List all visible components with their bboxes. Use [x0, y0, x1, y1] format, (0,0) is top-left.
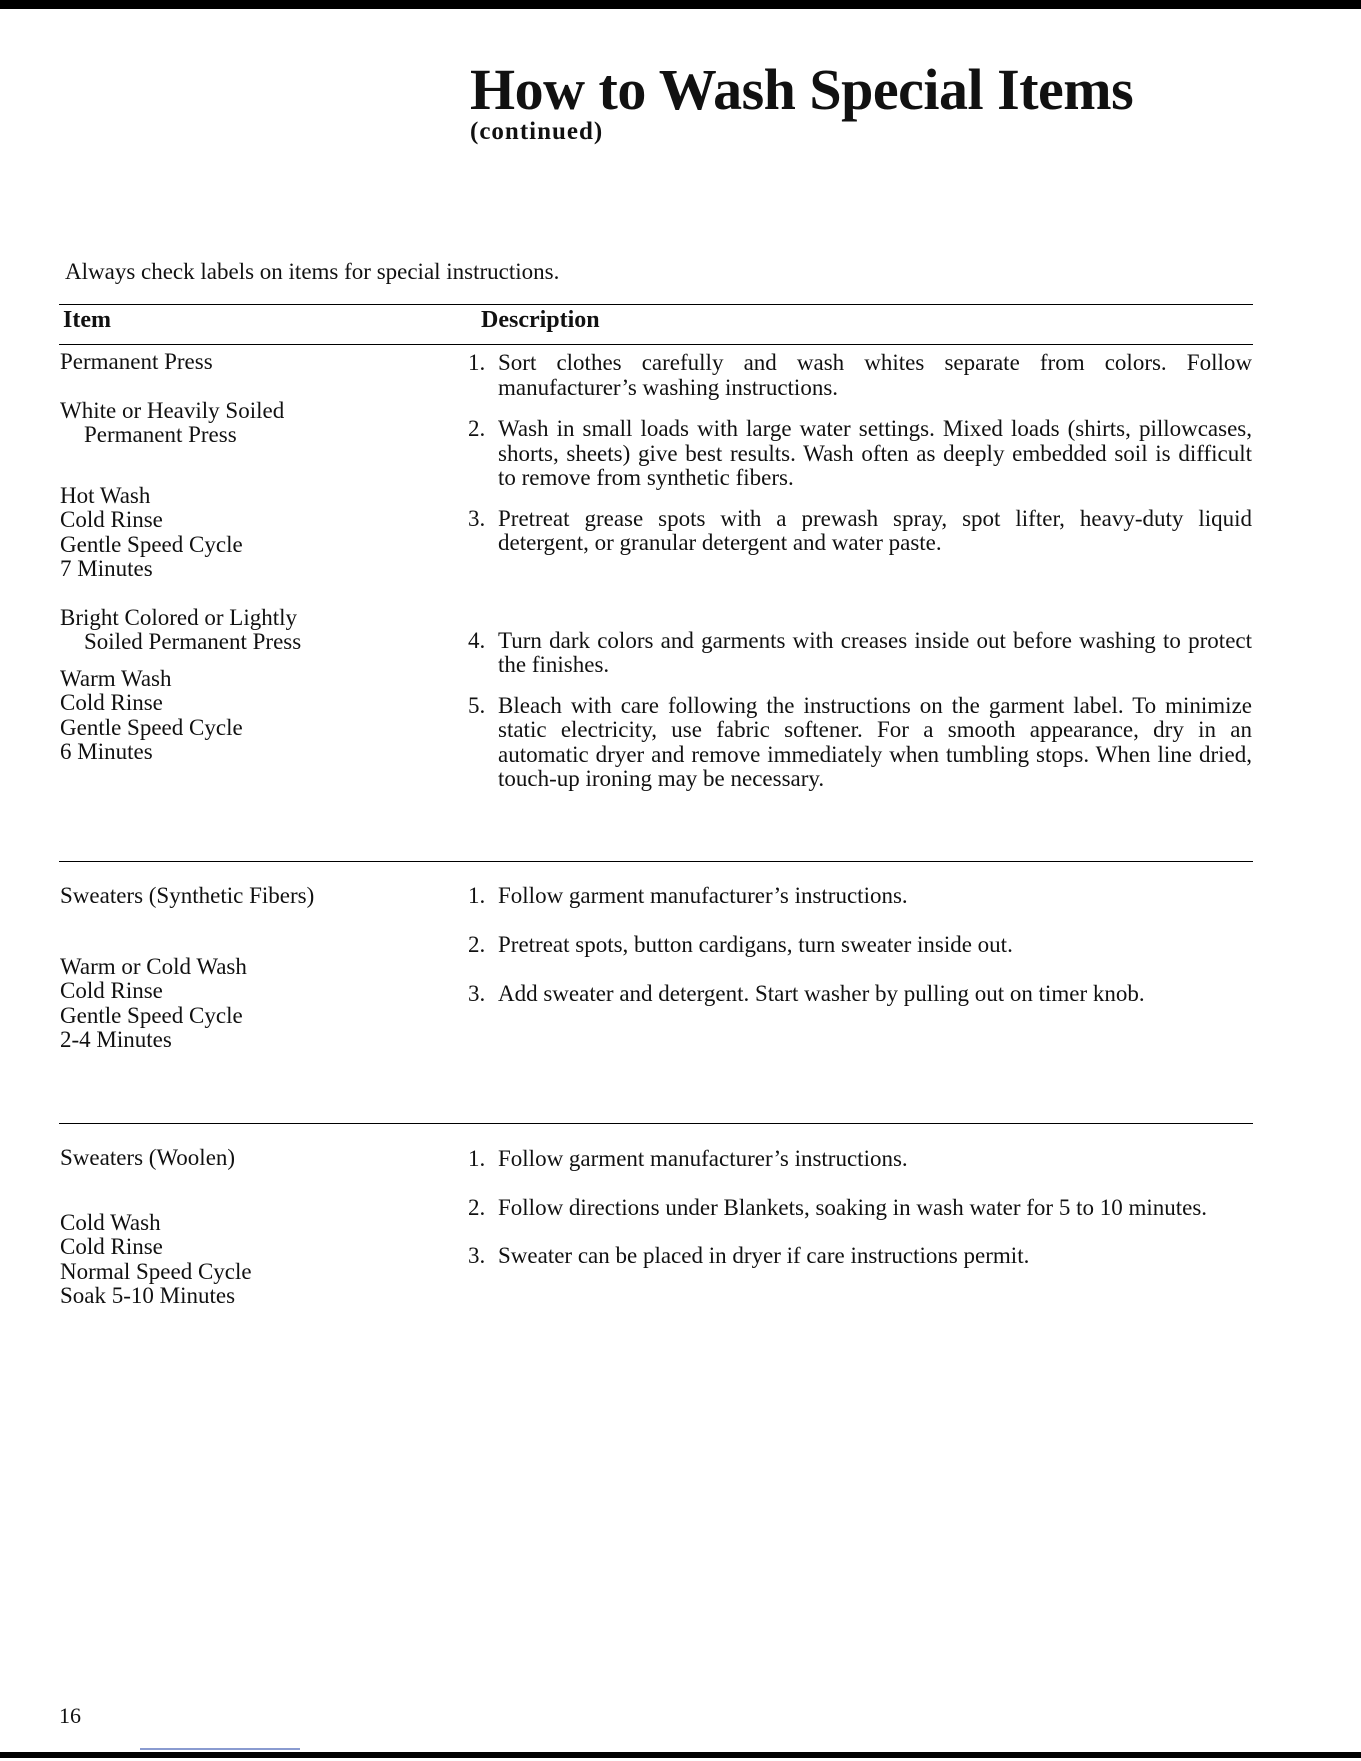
column-header-item: Item	[63, 307, 111, 333]
section-permanent-press-steps	[468, 351, 1252, 792]
top-border-rule	[0, 0, 1361, 9]
section-divider	[59, 861, 1253, 862]
page-number: 16	[59, 1703, 81, 1728]
item-variant: White or Heavily Soiled	[60, 397, 285, 423]
item-variant: Soiled Permanent Press	[84, 629, 302, 654]
list-item: 5. Bleach with care following the instructions on the garment label. To minimize static electricity, use fabric softener. For a smooth appearance, dry in an automatic dryer and remove immediately when tumbling stops. When line dried, touch-up ironing may be necessary.	[468, 692, 1252, 791]
item-variant: Bright Colored or Lightly	[60, 604, 298, 630]
section-synthetic-sweaters-items	[60, 884, 460, 1053]
list-item: 2. Wash in small loads with large water settings. Mixed loads (shirts, pillowcases, shorts, sheets) give best results. Wash often as deeply embedded soil is difficult to remove from synthetic fibers.	[468, 416, 1252, 490]
list-item: 1. Follow garment manufacturer’s instructions.	[468, 883, 908, 908]
page-subtitle: (continued)	[470, 118, 604, 145]
list-item: 1. Follow garment manufacturer’s instructions.	[468, 1146, 908, 1171]
list-item: 2. Follow directions under Blankets, soaking in wash water for 5 to 10 minutes.	[468, 1194, 1208, 1220]
bottom-tab-mark	[140, 1748, 300, 1750]
wash-setting: Soak 5-10 Minutes	[60, 1283, 236, 1308]
column-header-description: Description	[481, 307, 600, 333]
wash-setting: 7 Minutes	[60, 556, 153, 581]
page-title: How to Wash Special Items	[470, 57, 1134, 122]
list-item: 3. Add sweater and detergent. Start washer by pulling out on timer knob.	[468, 981, 1145, 1006]
wash-setting: Cold Rinse	[60, 507, 163, 532]
section-synthetic-sweaters-steps	[468, 884, 1252, 1007]
section-woolen-sweaters-steps	[468, 1147, 1252, 1269]
section-divider	[59, 1123, 1253, 1124]
wash-setting: Gentle Speed Cycle	[60, 531, 243, 557]
wash-setting: Warm or Cold Wash	[60, 953, 247, 979]
wash-setting: 6 Minutes	[60, 739, 153, 764]
wash-setting: Gentle Speed Cycle	[60, 714, 243, 740]
wash-setting: Cold Rinse	[60, 690, 163, 715]
wash-setting: Cold Rinse	[60, 978, 163, 1003]
wash-setting: Cold Rinse	[60, 1234, 163, 1259]
list-item: 2. Pretreat spots, button cardigans, turn sweater inside out.	[468, 931, 1013, 957]
list-item: 4. Turn dark colors and garments with creases inside out before washing to protect the finishes.	[468, 627, 1252, 677]
list-item: 1. Sort clothes carefully and wash whites separate from colors. Follow manufacturer’s washing instructions.	[468, 350, 1252, 400]
wash-setting: Cold Wash	[60, 1209, 161, 1235]
wash-setting: Warm Wash	[60, 665, 172, 691]
wash-setting: Hot Wash	[60, 482, 151, 508]
item-name: Sweaters (Woolen)	[60, 1145, 236, 1170]
table-top-rule	[59, 304, 1253, 305]
item-variant: Permanent Press	[84, 422, 237, 447]
wash-setting: 2-4 Minutes	[60, 1027, 172, 1052]
list-item: 3. Sweater can be placed in dryer if care instructions permit.	[468, 1243, 1030, 1268]
item-name: Permanent Press	[60, 349, 213, 374]
table-header-rule	[59, 344, 1253, 345]
intro-text: Always check labels on items for special instructions.	[65, 259, 560, 284]
section-woolen-sweaters-items	[60, 1146, 460, 1309]
bottom-border-rule	[0, 1752, 1361, 1758]
item-name: Sweaters (Synthetic Fibers)	[60, 883, 315, 908]
list-item: 3. Pretreat grease spots with a prewash spray, spot lifter, heavy-duty liquid detergent, or granular detergent and water paste.	[468, 505, 1252, 555]
wash-setting: Gentle Speed Cycle	[60, 1002, 243, 1028]
section-permanent-press-items	[60, 350, 460, 765]
wash-setting: Normal Speed Cycle	[60, 1258, 252, 1284]
